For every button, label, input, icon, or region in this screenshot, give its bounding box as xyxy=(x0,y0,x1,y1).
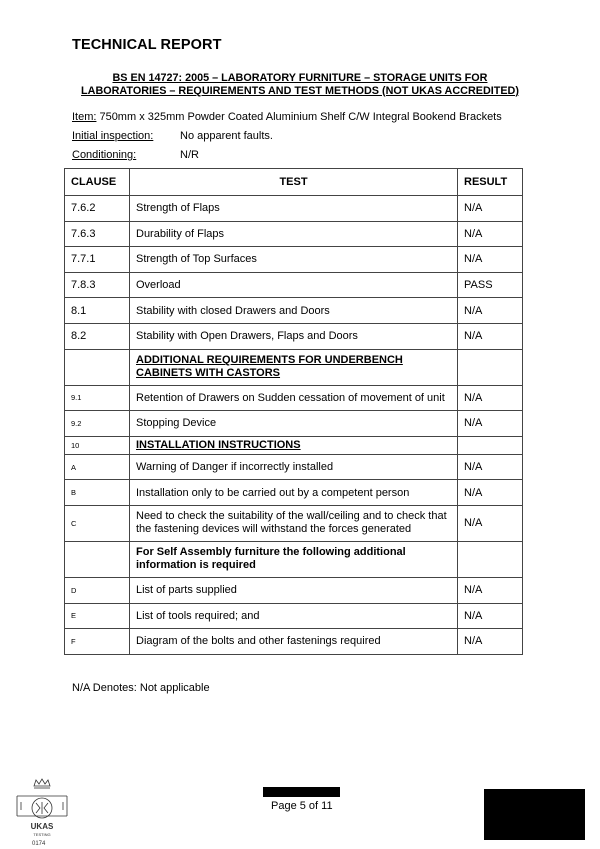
clause-cell: 9.2 xyxy=(65,411,130,437)
test-cell: Stability with Open Drawers, Flaps and Doors xyxy=(130,323,458,349)
result-cell: N/A xyxy=(458,577,523,603)
footnote: N/A Denotes: Not applicable xyxy=(72,682,210,694)
test-cell: Overload xyxy=(130,272,458,298)
test-cell: Diagram of the bolts and other fastenings required xyxy=(130,629,458,655)
table-row xyxy=(65,454,523,480)
test-cell: Installation only to be carried out by a competent person xyxy=(130,480,458,506)
redaction-bar xyxy=(263,787,340,797)
logo-number: 0174 xyxy=(32,841,46,847)
test-cell: Stopping Device xyxy=(130,411,458,437)
clause-cell: F xyxy=(65,629,130,655)
logo-subtext: TESTING xyxy=(33,832,51,837)
clause-cell: B xyxy=(65,480,130,506)
test-cell: Warning of Danger if incorrectly installed xyxy=(130,454,458,480)
result-cell: N/A xyxy=(458,385,523,411)
test-cell: Strength of Top Surfaces xyxy=(130,247,458,273)
clause-cell: D xyxy=(65,577,130,603)
result-cell: PASS xyxy=(458,272,523,298)
clause-cell xyxy=(65,541,130,577)
test-cell: List of parts supplied xyxy=(130,577,458,603)
clause-cell: 7.6.2 xyxy=(65,196,130,222)
inspection-label: Initial inspection: xyxy=(72,130,154,142)
test-cell: List of tools required; and xyxy=(130,603,458,629)
table-header-row xyxy=(65,169,523,196)
result-cell: N/A xyxy=(458,454,523,480)
section-row-installation xyxy=(65,436,523,454)
table-row xyxy=(65,323,523,349)
section-row-castors xyxy=(65,349,523,385)
ukas-logo-icon xyxy=(15,776,69,844)
clause-cell: 9.1 xyxy=(65,385,130,411)
redaction-box xyxy=(484,789,585,840)
logo-text: UKAS xyxy=(30,822,54,831)
conditioning-line xyxy=(72,149,199,162)
table-row xyxy=(65,196,523,222)
test-cell: Need to check the suitability of the wall/ceiling and to check that the fastening devices will withstand the forces generated xyxy=(130,505,458,541)
table-row xyxy=(65,411,523,437)
clause-cell xyxy=(65,349,130,385)
clause-cell: C xyxy=(65,505,130,541)
result-cell: N/A xyxy=(458,323,523,349)
result-header: RESULT xyxy=(458,169,523,196)
result-cell: N/A xyxy=(458,629,523,655)
clause-cell: 7.8.3 xyxy=(65,272,130,298)
item-line xyxy=(72,111,502,124)
test-cell: Stability with closed Drawers and Doors xyxy=(130,298,458,324)
table-row xyxy=(65,505,523,541)
result-cell: N/A xyxy=(458,505,523,541)
section-heading: ADDITIONAL REQUIREMENTS FOR UNDERBENCH CABINETS WITH CASTORS xyxy=(130,349,458,385)
report-title: TECHNICAL REPORT xyxy=(72,37,222,53)
section-note: For Self Assembly furniture the following additional information is required xyxy=(130,541,458,577)
clause-cell: 7.7.1 xyxy=(65,247,130,273)
clause-cell: A xyxy=(65,454,130,480)
inspection-value: No apparent faults. xyxy=(180,130,273,142)
table-row xyxy=(65,603,523,629)
page-number: Page 5 of 11 xyxy=(271,800,333,812)
clause-header: CLAUSE xyxy=(65,169,130,196)
conditioning-value: N/R xyxy=(180,149,199,161)
clause-cell: E xyxy=(65,603,130,629)
test-header: TEST xyxy=(130,169,458,196)
test-cell: Retention of Drawers on Sudden cessation of movement of unit xyxy=(130,385,458,411)
result-cell: N/A xyxy=(458,298,523,324)
table-row xyxy=(65,272,523,298)
item-label: Item: xyxy=(72,111,97,123)
table-row xyxy=(65,247,523,273)
clause-cell: 10 xyxy=(65,436,130,454)
conditioning-label: Conditioning: xyxy=(72,149,137,161)
result-cell: N/A xyxy=(458,221,523,247)
table-row xyxy=(65,298,523,324)
result-cell: N/A xyxy=(458,411,523,437)
results-table xyxy=(64,168,523,655)
table-row xyxy=(65,629,523,655)
result-cell: N/A xyxy=(458,603,523,629)
test-cell: Durability of Flaps xyxy=(130,221,458,247)
result-cell xyxy=(458,436,523,454)
result-cell: N/A xyxy=(458,196,523,222)
clause-cell: 8.2 xyxy=(65,323,130,349)
result-cell xyxy=(458,541,523,577)
section-heading: INSTALLATION INSTRUCTIONS xyxy=(130,436,458,454)
table-row xyxy=(65,221,523,247)
test-cell: Strength of Flaps xyxy=(130,196,458,222)
inspection-line xyxy=(72,130,273,143)
item-value: 750mm x 325mm Powder Coated Aluminium Shelf C/W Integral Bookend Brackets xyxy=(99,111,502,123)
result-cell xyxy=(458,349,523,385)
standard-title: BS EN 14727: 2005 – LABORATORY FURNITURE – STORAGE UNITS FOR LABORATORIES – REQUIREMENTS AND TEST METHODS (NOT UKAS ACCREDITED) xyxy=(81,72,519,97)
table-row xyxy=(65,385,523,411)
result-cell: N/A xyxy=(458,247,523,273)
result-cell: N/A xyxy=(458,480,523,506)
table-row xyxy=(65,480,523,506)
section-row-self-assembly xyxy=(65,541,523,577)
table-row xyxy=(65,577,523,603)
clause-cell: 7.6.3 xyxy=(65,221,130,247)
clause-cell: 8.1 xyxy=(65,298,130,324)
